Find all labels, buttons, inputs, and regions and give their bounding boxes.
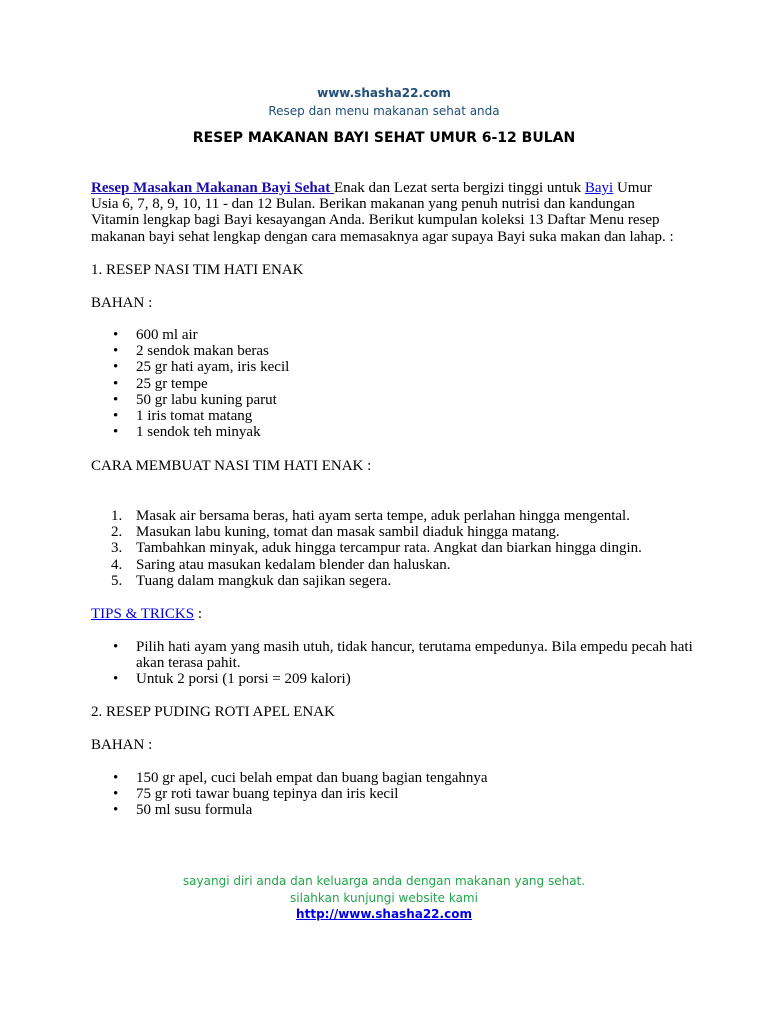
site-url: www.shasha22.com bbox=[317, 86, 451, 100]
tips-list bbox=[91, 639, 696, 688]
tips-heading: TIPS & TRICKS : bbox=[91, 606, 203, 622]
intro-paragraph bbox=[91, 180, 681, 245]
bullet-icon: • bbox=[113, 375, 119, 392]
bullet-icon: • bbox=[113, 424, 119, 441]
list-item: • Pilih hati ayam yang masih utuh, tidak hancur, terutama empedunya. Bila empedu pecah hati akan terasa pahit. bbox=[113, 639, 693, 672]
bullet-icon: • bbox=[113, 391, 119, 408]
bullet-icon: • bbox=[113, 327, 119, 343]
recipe1-heading: 1. RESEP NASI TIM HATI ENAK bbox=[91, 262, 304, 278]
list-item: 4. Saring atau masukan kedalam blender dan haluskan. bbox=[111, 556, 451, 573]
list-item: • 2 sendok makan beras bbox=[113, 343, 269, 360]
bullet-icon: • bbox=[113, 639, 119, 655]
recipe2-bahan-label: BAHAN : bbox=[91, 737, 153, 753]
recipe1-bahan-label: BAHAN : bbox=[91, 295, 153, 311]
list-item: 1. Masak air bersama beras, hati ayam serta tempe, aduk perlahan hingga mengental. bbox=[111, 508, 630, 524]
bullet-icon: • bbox=[113, 786, 119, 803]
tips-link[interactable]: TIPS & TRICKS bbox=[91, 606, 195, 622]
bullet-icon: • bbox=[113, 359, 119, 376]
bullet-icon: • bbox=[113, 802, 119, 819]
recipe2-ingredients bbox=[91, 770, 696, 819]
footer-message: sayangi diri anda dan keluarga anda dengan makanan yang sehat. bbox=[182, 874, 586, 888]
bullet-icon: • bbox=[113, 770, 119, 786]
list-item: • 25 gr tempe bbox=[113, 375, 208, 392]
recipe1-steps bbox=[91, 508, 696, 589]
list-item: • 150 gr apel, cuci belah empat dan buang bagian tengahnya bbox=[113, 770, 488, 786]
list-item: • Untuk 2 porsi (1 porsi = 209 kalori) bbox=[113, 671, 351, 688]
page-title: RESEP MAKANAN BAYI SEHAT UMUR 6-12 BULAN bbox=[192, 130, 576, 146]
list-item: 3. Tambahkan minyak, aduk hingga tercampur rata. Angkat dan biarkan hingga dingin. bbox=[111, 540, 642, 557]
site-tagline: Resep dan menu makanan sehat anda bbox=[268, 104, 500, 118]
recipe2-heading: 2. RESEP PUDING ROTI APEL ENAK bbox=[91, 704, 335, 720]
intro-text-2: Umur Usia 6, 7, 8, 9, 10, 11 - dan 12 Bulan. Berikan makanan yang penuh nutrisi dan kandungan Vitamin lengkap bagi Bayi kesayangan Anda. Berikut kumpulan koleksi 13 Daftar Menu resep makanan bayi sehat lengkap dengan cara memasaknya agar supaya Bayi suka makan dan lahap. : bbox=[91, 180, 674, 245]
list-item: • 50 ml susu formula bbox=[113, 802, 253, 819]
bullet-icon: • bbox=[113, 671, 119, 688]
list-item: • 1 sendok teh minyak bbox=[113, 424, 261, 441]
footer-invite: silahkan kunjungi website kami bbox=[290, 891, 478, 905]
intro-text-1: Enak dan Lezat serta bergizi tinggi untuk bbox=[333, 180, 585, 196]
recipe1-cara-label: CARA MEMBUAT NASI TIM HATI ENAK : bbox=[91, 458, 372, 474]
list-item: 5. Tuang dalam mangkuk dan sajikan segera. bbox=[111, 572, 392, 589]
list-item: • 25 gr hati ayam, iris kecil bbox=[113, 359, 290, 376]
list-item: • 600 ml air bbox=[113, 327, 198, 343]
footer-url-line bbox=[0, 907, 768, 921]
list-item: • 75 gr roti tawar buang tepinya dan iris kecil bbox=[113, 786, 399, 803]
recipe1-ingredients bbox=[91, 327, 696, 440]
bayi-link[interactable]: Bayi bbox=[584, 180, 614, 196]
list-item: • 1 iris tomat matang bbox=[113, 408, 253, 425]
footer-website-link[interactable]: http://www.shasha22.com bbox=[296, 907, 472, 921]
bullet-icon: • bbox=[113, 343, 119, 360]
list-item: • 50 gr labu kuning parut bbox=[113, 391, 277, 408]
intro-link[interactable]: Resep Masakan Makanan Bayi Sehat bbox=[91, 180, 334, 196]
list-item: 2. Masukan labu kuning, tomat dan masak sambil diaduk hingga matang. bbox=[111, 524, 560, 541]
bullet-icon: • bbox=[113, 408, 119, 425]
